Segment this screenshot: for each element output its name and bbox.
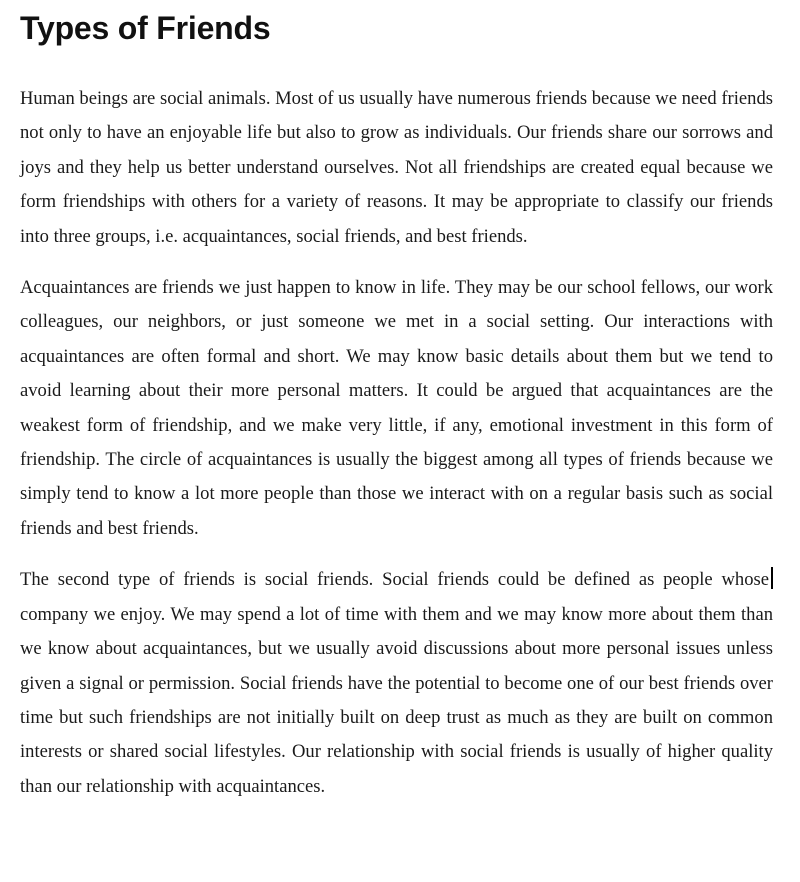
paragraph-intro[interactable]: Human beings are social animals. Most of us usually have numerous friends because we need friends not only to have an enjoyable life but also to grow as individuals. Our friends share our sorrows and joys and they help us better understand ourselves. Not all friendships are created equal because we form friendships with others for a variety of reasons. It may be appropriate to classify our friends into three groups, i.e. acquaintances, social friends, and best friends. [20,88,773,247]
paragraph-acquaintances[interactable]: Acquaintances are friends we just happen to know in life. They may be our school fellows, our work colleagues, our neighbors, or just someone we met in a social setting. Our interactions with acquaintances are often formal and short. We may know basic details about them but we tend to avoid learning about their more personal matters. It could be argued that acquaintances are the weakest form of friendship, and we make very little, if any, emotional investment in this form of friendship. The circle of acquaintances is usually the biggest among all types of friends because we simply tend to know a lot more people than those we interact with on a regular basis such as social friends and best friends. [20,277,773,539]
page-title: Types of Friends [20,10,271,46]
text-cursor [771,567,773,589]
paragraph-social-friends-line1[interactable]: The second type of friends is social friends. Social friends could be defined as people whose [20,569,769,591]
paragraph-social-friends[interactable] [20,563,773,804]
document [20,0,773,804]
paragraph-social-friends-rest[interactable]: company we enjoy. We may spend a lot of time with them and we may know more about them than we know about acquaintances, but we usually avoid discussions about more personal issues unless given a signal or permission. Social friends have the potential to become one of our best friends over time but such friendships are not initially built on deep trust as much as they are built on common interests or shared social lifestyles. Our relationship with social friends is usually of higher quality than our relationship with acquaintances. [20,603,773,797]
